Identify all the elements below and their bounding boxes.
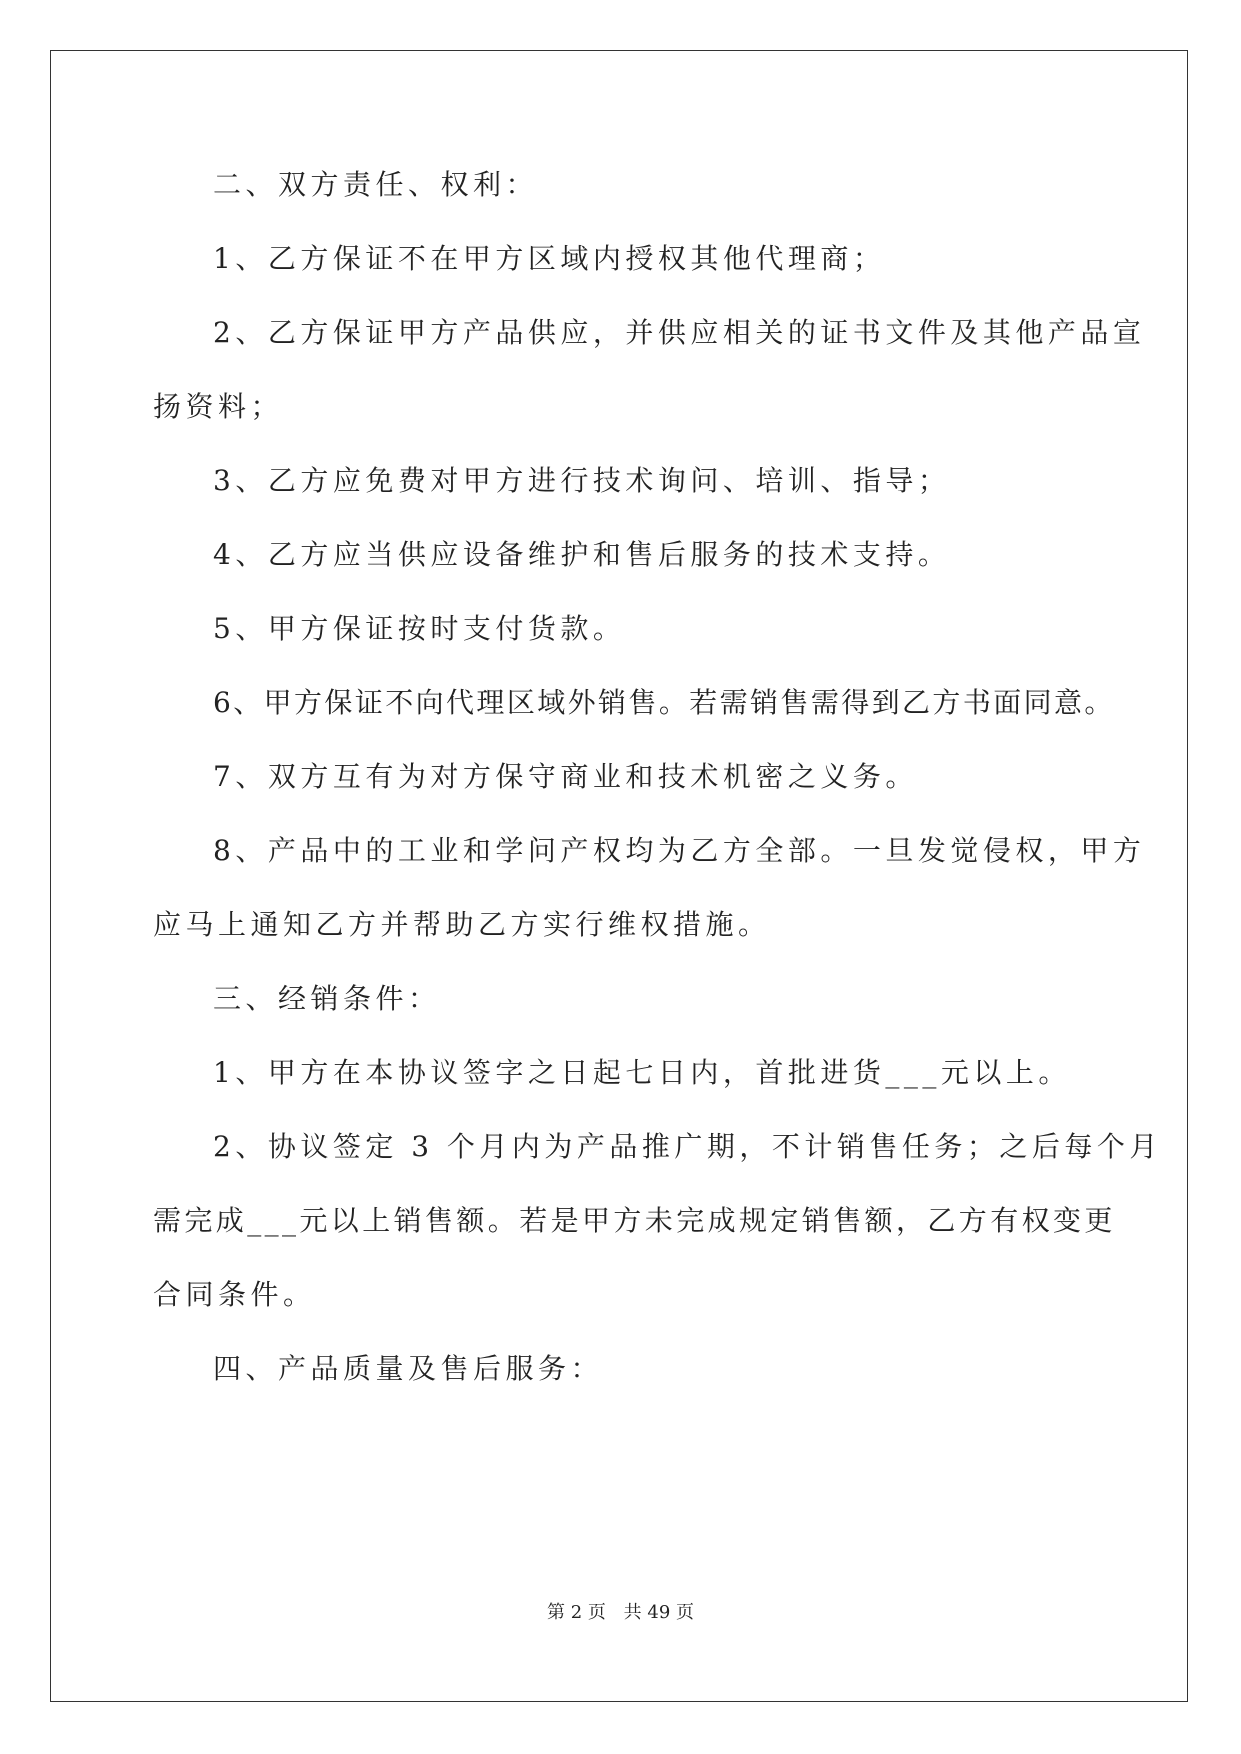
paragraph-2-7: 7、双方互有为对方保守商业和技术机密之义务。 bbox=[213, 760, 918, 793]
paragraph-3-1: 1、甲方在本协议签字之日起七日内，首批进货___元以上。 bbox=[213, 1056, 1071, 1089]
paragraph-2-2: 2、乙方保证甲方产品供应，并供应相关的证书文件及其他产品宣 bbox=[213, 316, 1146, 349]
paragraph-2-6: 6、甲方保证不向代理区域外销售。若需销售需得到乙方书面同意。 bbox=[213, 686, 1115, 719]
section-heading-2: 二、双方责任、权利： bbox=[213, 168, 539, 201]
paragraph-2-2-cont: 扬资料； bbox=[153, 390, 284, 423]
paragraph-2-8: 8、产品中的工业和学问产权均为乙方全部。一旦发觉侵权，甲方 bbox=[213, 834, 1146, 867]
paragraph-3-2-cont2: 合同条件。 bbox=[153, 1278, 316, 1311]
paragraph-3-2-cont: 需完成___元以上销售额。若是甲方未完成规定销售额，乙方有权变更 bbox=[153, 1204, 1116, 1237]
paragraph-2-1: 1、乙方保证不在甲方区域内授权其他代理商； bbox=[213, 242, 886, 275]
paragraph-3-2: 2、协议签定 3 个月内为产品推广期，不计销售任务；之后每个月 bbox=[213, 1130, 1162, 1163]
section-heading-4: 四、产品质量及售后服务： bbox=[213, 1352, 604, 1385]
paragraph-2-3: 3、乙方应免费对甲方进行技术询问、培训、指导； bbox=[213, 464, 951, 497]
section-heading-3: 三、经销条件： bbox=[213, 982, 441, 1015]
paragraph-2-5: 5、甲方保证按时支付货款。 bbox=[213, 612, 626, 645]
paragraph-2-4: 4、乙方应当供应设备维护和售后服务的技术支持。 bbox=[213, 538, 951, 571]
paragraph-2-8-cont: 应马上通知乙方并帮助乙方实行维权措施。 bbox=[153, 908, 771, 941]
page-number: 第 2 页 bbox=[547, 1602, 606, 1623]
page-frame bbox=[50, 50, 1188, 1702]
page-footer bbox=[0, 1598, 1241, 1624]
page-total: 共 49 页 bbox=[623, 1602, 694, 1623]
